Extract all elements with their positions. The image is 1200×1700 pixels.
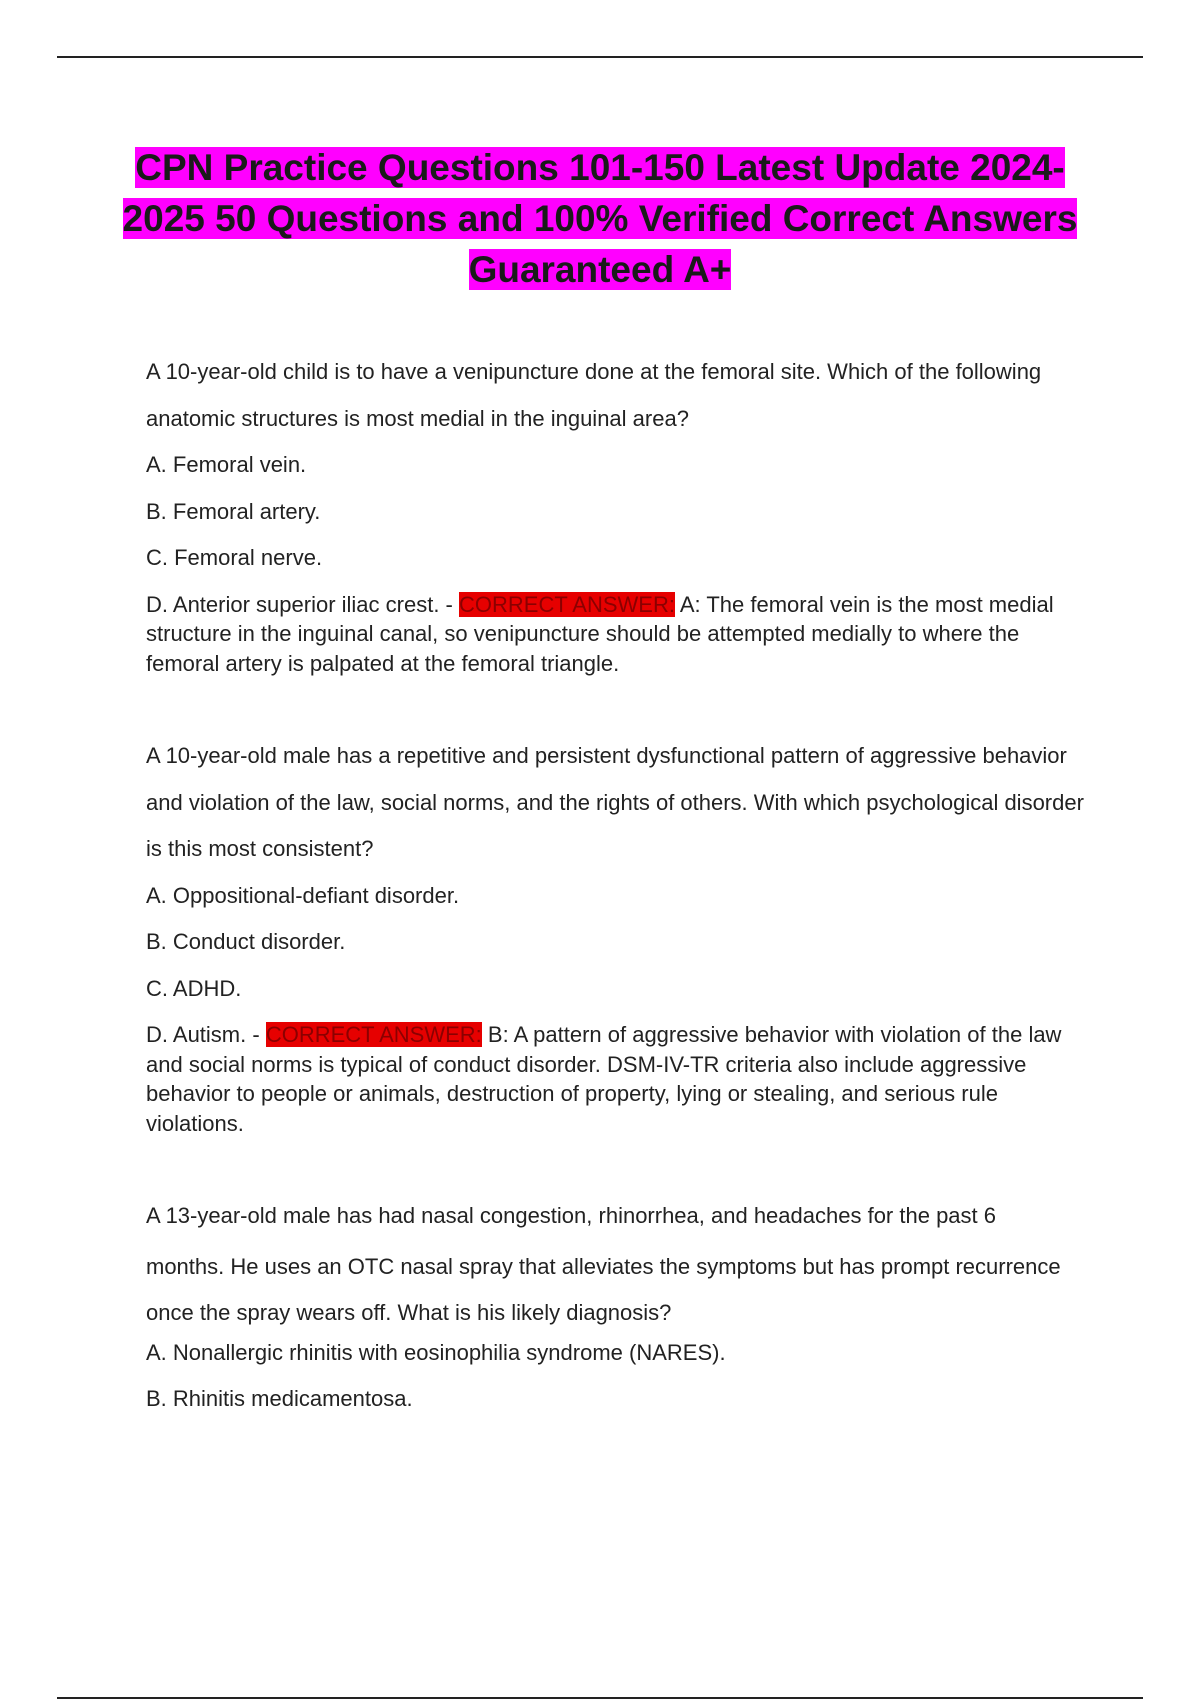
correct-answer-label: CORRECT ANSWER: (459, 591, 675, 617)
option-d: D. Anterior superior iliac crest. - (146, 591, 453, 617)
option-c: C. Femoral nerve. (146, 545, 323, 570)
option-b: B. Rhinitis medicamentosa. (146, 1386, 413, 1411)
question-stem-line-1: A 13-year-old male has had nasal congestion, rhinorrhea, and headaches for the past 6 (146, 1203, 996, 1228)
option-a: A. Oppositional-defiant disorder. (146, 882, 460, 908)
option-d: D. Autism. - (146, 1022, 260, 1047)
question-stem-line-2: months. He uses an OTC nasal spray that alleviates the symptoms but has prompt recurrence (146, 1253, 1061, 1279)
answer-line (146, 1020, 1096, 1138)
question-stem: A 10-year-old child is to have a venipuncture done at the femoral site. Which of the following anatomic structures is most medial in the inguinal area? (146, 359, 1042, 431)
option-a: A. Nonallergic rhinitis with eosinophilia syndrome (NARES). (146, 1339, 726, 1365)
answer-explanation: A: The femoral vein is the most medial structure in the inguinal canal, so venipuncture should be attempted medially to where the femoral artery is palpated at the femoral triangle. (146, 591, 1054, 676)
bottom-rule (57, 1697, 1143, 1699)
question-block-3 (146, 1193, 1096, 1423)
question-block-1 (146, 349, 1096, 678)
top-rule (57, 56, 1143, 58)
option-a: A. Femoral vein. (146, 452, 307, 477)
document-title (110, 142, 1090, 295)
correct-answer-label: CORRECT ANSWER: (265, 1022, 482, 1047)
question-stem-line-3: once the spray wears off. What is his likely diagnosis? (146, 1300, 672, 1325)
question-block-2 (146, 733, 1096, 1138)
option-b: B. Conduct disorder. (146, 929, 346, 954)
answer-explanation: B: A pattern of aggressive behavior with violation of the law and social norms is typical of conduct disorder. DSM-IV-TR criteria also include aggressive behavior to people or animals, destruction of property, lying or stealing, and serious rule violations. (146, 1022, 1062, 1136)
title-highlight: CPN Practice Questions 101-150 Latest Update 2024-2025 50 Questions and 100% Verified Correct Answers Guaranteed A+ (122, 147, 1078, 290)
option-b: B. Femoral artery. (146, 498, 321, 524)
question-stem: A 10-year-old male has a repetitive and persistent dysfunctional pattern of aggressive behavior and violation of the law, social norms, and the rights of others. With which psychological disorder is this most consistent? (146, 743, 1084, 861)
answer-line (146, 590, 1096, 679)
option-c: C. ADHD. (146, 975, 242, 1001)
